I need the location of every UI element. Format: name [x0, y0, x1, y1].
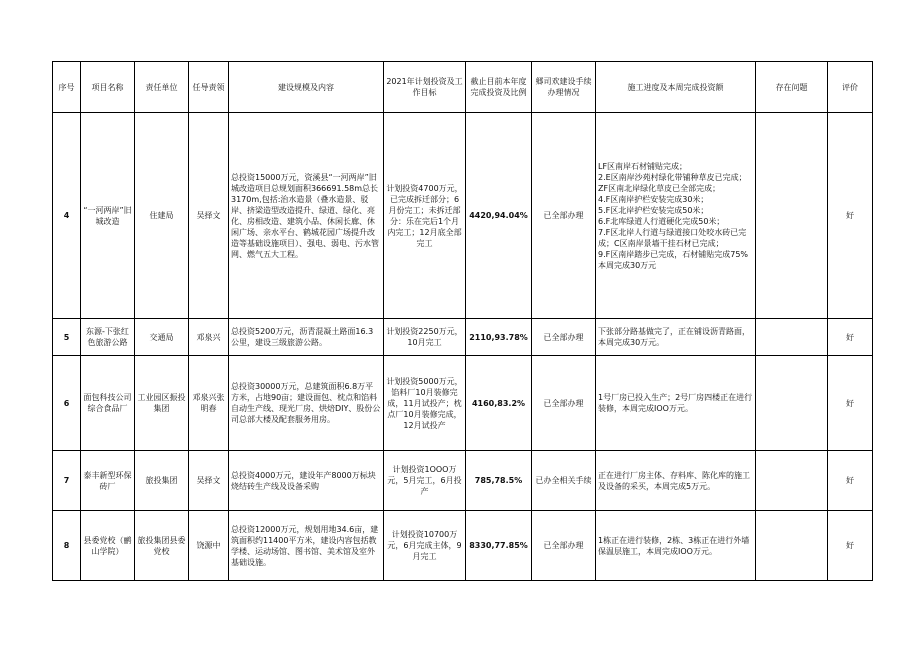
- project-name-cell: 泰丰新型环保砖厂: [81, 451, 135, 511]
- weekly-line: LF区南岸石材铺贴完成；: [598, 161, 688, 171]
- project-name-cell: 东源-下张红色旅游公路: [81, 319, 135, 356]
- weekly-line: 7.F区北岸人行道与绿道接口处咬水砖已完成；C区南岸景墙干挂石材已完成；: [598, 227, 747, 248]
- weekly-cell: [596, 451, 756, 511]
- project-name-cell: 县委党校（鹂山学院）: [81, 511, 135, 581]
- unit-cell: 工业园区振投集团: [135, 356, 189, 451]
- header-unit: 责任单位: [135, 62, 189, 113]
- seq-cell: 7: [53, 451, 81, 511]
- weekly-line: 6.F北库绿道人行道硬化完成50米；: [598, 216, 725, 226]
- header-row: [53, 62, 873, 113]
- unit-cell: 住建局: [135, 113, 189, 319]
- seq-cell: 4: [53, 113, 81, 319]
- weekly-line: 1栋正在进行装修，2栋、3栋正在进行外墙保温层施工，本周完成IOO万元。: [598, 535, 750, 556]
- weekly-line: 9.F区南岸踏步已完成，石材铺贴完成75%: [598, 249, 749, 259]
- problems-cell: [756, 113, 828, 319]
- unit-cell: 旅投集团县委党校: [135, 511, 189, 581]
- rating-cell: 好: [828, 356, 873, 451]
- weekly-line: 4.F区南岸护栏安装完成30米；: [598, 194, 709, 204]
- table-row: [53, 451, 873, 511]
- header-weekly: 施工进度及本周完成投资额: [596, 62, 756, 113]
- unit-cell: 交通局: [135, 319, 189, 356]
- plan-cell: 计划投资10700万元，6月完成主体，9月完工: [384, 511, 466, 581]
- header-name: 项目名称: [81, 62, 135, 113]
- problems-cell: [756, 356, 828, 451]
- progress-cell: 8330,77.85%: [466, 511, 532, 581]
- rating-cell: 好: [828, 511, 873, 581]
- header-leader: 任导责领: [189, 62, 229, 113]
- weekly-line: 本周完成30万元: [598, 260, 657, 270]
- weekly-line: 5.F区北岸护栏安装完成50米；: [598, 205, 709, 215]
- weekly-line: 下张部分路基做完了，正在铺设沥青路面，本周完成30万元。: [598, 327, 750, 347]
- progress-cell: 785,78.5%: [466, 451, 532, 511]
- content-cell: 总投资15000万元，资溪县“一河两岸”旧城改造项目总规划面积366691.58m总长3170m,包括:治水造景（叠水造景、驳岸、挤梁造型改造提升、绿道、绿化、亮化、房相改造、建筑小品、休闲长廊、休闲广场、亲水平台、鹤城花园广场提升改造等基础设施项目）、强电、弱电、污水管网、燃气五大工程。: [229, 113, 384, 319]
- plan-cell: 计划投资5000万元，馅料厂10月装修完成，11月试投产；枕点厂10月装修完成，12月试投产: [384, 356, 466, 451]
- content-cell: 总投资5200万元，沥青混凝土路面16.3公里，建设三级旅游公路。: [229, 319, 384, 356]
- progress-cell: 4160,83.2%: [466, 356, 532, 451]
- problems-cell: [756, 319, 828, 356]
- rating-cell: 好: [828, 113, 873, 319]
- header-problems: 存在问题: [756, 62, 828, 113]
- table-row: [53, 511, 873, 581]
- leader-cell: 吴择文: [189, 113, 229, 319]
- weekly-line: 2.E区南岸沙苑村绿化带铺种草皮已完成；: [598, 172, 747, 182]
- plan-cell: 计划投资4700万元，已完成拆迁部分；6月份完工；未拆迁部分：乐在完后1个月内完工；12月底全部完工: [384, 113, 466, 319]
- approval-cell: 已办全相关手续: [532, 451, 596, 511]
- content-cell: 总投资4000万元，建设年产8000万标块烧结砖生产线及设备采购: [229, 451, 384, 511]
- table-row: [53, 356, 873, 451]
- unit-cell: 旅投集团: [135, 451, 189, 511]
- project-name-cell: “一河两岸”旧城改造: [81, 113, 135, 319]
- problems-cell: [756, 511, 828, 581]
- header-rating: 评价: [828, 62, 873, 113]
- progress-cell: 4420,94.04%: [466, 113, 532, 319]
- seq-cell: 5: [53, 319, 81, 356]
- leader-cell: 邓泉兴张明春: [189, 356, 229, 451]
- table-row: [53, 319, 873, 356]
- header-content: 建设规模及内容: [229, 62, 384, 113]
- approval-cell: 已全部办理: [532, 511, 596, 581]
- weekly-cell: [596, 319, 756, 356]
- header-seq: 序号: [53, 62, 81, 113]
- approval-cell: 已全部办理: [532, 356, 596, 451]
- progress-cell: 2110,93.78%: [466, 319, 532, 356]
- approval-cell: 已全部办理: [532, 319, 596, 356]
- leader-cell: 邓泉兴: [189, 319, 229, 356]
- header-approval: 郷司欢建设手续办理情况: [532, 62, 596, 113]
- weekly-line: 正在进行厂房主体、存料库、陈化库的施工及设备的采买，本周完成5万元。: [598, 470, 750, 491]
- project-name-cell: 面包科技公司综合食品厂: [81, 356, 135, 451]
- rating-cell: 好: [828, 451, 873, 511]
- table-row: [53, 113, 873, 319]
- content-cell: 总投资12000万元，规划用地34.6亩，建筑面积约11400平方米，建设内容包括教学楼、运动场馆、图书馆、美术馆及室外基础设施。: [229, 511, 384, 581]
- approval-cell: 已全部办理: [532, 113, 596, 319]
- rating-cell: 好: [828, 319, 873, 356]
- plan-cell: 计划投资2250万元，10月完工: [384, 319, 466, 356]
- plan-cell: 计划投资1OOO万元，5月完工，6月投产: [384, 451, 466, 511]
- seq-cell: 6: [53, 356, 81, 451]
- header-plan: 2021年计划投资及工作目标: [384, 62, 466, 113]
- weekly-cell: [596, 356, 756, 451]
- weekly-line: ZF区南北岸绿化草皮已全部完成；: [598, 183, 721, 193]
- project-table: [52, 61, 873, 581]
- problems-cell: [756, 451, 828, 511]
- leader-cell: 吴择文: [189, 451, 229, 511]
- header-progress: 截止目前本年度完成投资及比例: [466, 62, 532, 113]
- weekly-line: 1号厂房已投入生产；2号厂房四楼正在进行装修，本周完成IOO万元。: [598, 393, 753, 413]
- weekly-cell: [596, 113, 756, 319]
- seq-cell: 8: [53, 511, 81, 581]
- weekly-cell: [596, 511, 756, 581]
- leader-cell: 饶源中: [189, 511, 229, 581]
- content-cell: 总投资30000万元，总建筑面积6.8万平方米，占地90亩；建设面包、枕点和馅料自动生产线、现光厂房、烘焙DIY、股份公司总部大楼及配套服务用房。: [229, 356, 384, 451]
